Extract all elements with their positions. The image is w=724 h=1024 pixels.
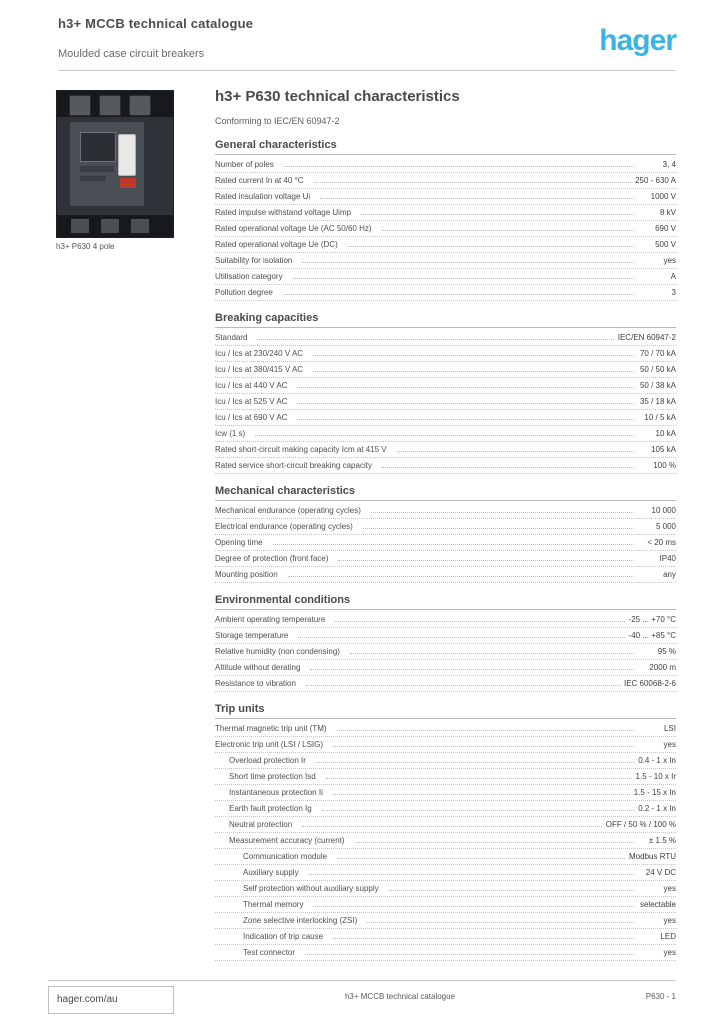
spec-value: 500 V	[655, 240, 676, 249]
footer-url-box[interactable]	[48, 986, 174, 1014]
spec-key: Neutral protection	[229, 820, 293, 829]
spec-key: Thermal magnetic trip unit (TM)	[215, 724, 327, 733]
spec-key: Storage temperature	[215, 631, 289, 640]
spec-row	[215, 378, 676, 394]
spec-row	[215, 410, 676, 426]
leader-dots	[382, 229, 634, 231]
leader-dots	[322, 809, 634, 811]
leader-dots	[288, 575, 634, 577]
leader-dots	[333, 793, 630, 795]
spec-key: Rated short-circuit making capacity Icm at 415 V	[215, 445, 387, 454]
spec-value: 50 / 50 kA	[639, 365, 676, 374]
spec-row	[215, 849, 676, 865]
leader-dots	[302, 261, 634, 263]
spec-row	[215, 769, 676, 785]
spec-row	[215, 551, 676, 567]
spec-row	[215, 458, 676, 474]
spec-value: A	[670, 272, 676, 281]
spec-value: yes	[663, 740, 676, 749]
section-title: Breaking capacities	[215, 309, 676, 328]
footer-page-number: P630 - 1	[645, 992, 676, 1001]
leader-dots	[284, 165, 634, 167]
page-header	[0, 0, 724, 72]
section-mechanical-characteristics	[215, 482, 676, 583]
spec-key: Short time protection Isd	[229, 772, 316, 781]
leader-dots	[305, 953, 634, 955]
leader-dots	[338, 559, 634, 561]
footer-url[interactable]: hager.com/au	[57, 994, 118, 1005]
spec-key: Icu / Ics at 380/415 V AC	[215, 365, 304, 374]
spec-key: Relative humidity (non condensing)	[215, 647, 340, 656]
spec-value: OFF / 50 % / 100 %	[605, 820, 676, 829]
spec-row	[215, 330, 676, 346]
spec-key: Standard	[215, 333, 248, 342]
header-title: h3+ MCCB technical catalogue	[58, 16, 254, 31]
footer-divider	[48, 980, 676, 981]
spec-key: Resistance to vibration	[215, 679, 296, 688]
leader-dots	[257, 338, 613, 340]
spec-key: Rated operational voltage Ue (DC)	[215, 240, 338, 249]
leader-dots	[313, 370, 634, 372]
spec-row	[215, 189, 676, 205]
leader-dots	[314, 181, 632, 183]
spec-key: Self protection without auxiliary supply	[243, 884, 379, 893]
section-general-characteristics	[215, 136, 676, 301]
spec-value: 3, 4	[662, 160, 676, 169]
spec-row	[215, 801, 676, 817]
section-title: General characteristics	[215, 136, 676, 155]
spec-key: Mechanical endurance (operating cycles)	[215, 506, 361, 515]
spec-row	[215, 157, 676, 173]
spec-key: Rated insulation voltage Ui	[215, 192, 311, 201]
spec-value: 10 000	[651, 506, 676, 515]
spec-row	[215, 945, 676, 961]
spec-key: Suitability for isolation	[215, 256, 293, 265]
spec-key: Rated current In at 40 °C	[215, 176, 304, 185]
spec-key: Pollution degree	[215, 288, 273, 297]
spec-value: yes	[663, 884, 676, 893]
spec-key: Zone selective interlocking (ZSI)	[243, 916, 358, 925]
leader-dots	[273, 543, 634, 545]
spec-key: Indication of trip cause	[243, 932, 324, 941]
product-image	[56, 90, 174, 238]
spec-row	[215, 237, 676, 253]
spec-value: IP40	[659, 554, 676, 563]
spec-value: 50 / 38 kA	[639, 381, 676, 390]
spec-row	[215, 785, 676, 801]
spec-key: Auxiliary supply	[243, 868, 299, 877]
spec-key: Test connector	[243, 948, 296, 957]
spec-row	[215, 253, 676, 269]
spec-value: 5 000	[655, 522, 676, 531]
spec-value: yes	[663, 948, 676, 957]
spec-row	[215, 676, 676, 692]
section-trip-units	[215, 700, 676, 961]
spec-key: Mounting position	[215, 570, 278, 579]
spec-key: Icu / Ics at 440 V AC	[215, 381, 288, 390]
content-column	[215, 88, 676, 969]
spec-value: 250 - 630 A	[635, 176, 676, 185]
leader-dots	[283, 293, 634, 295]
section-title: Mechanical characteristics	[215, 482, 676, 501]
spec-row	[215, 285, 676, 301]
spec-key: Icu / Ics at 525 V AC	[215, 397, 288, 406]
leader-dots	[333, 937, 634, 939]
spec-row	[215, 833, 676, 849]
spec-value: 1000 V	[650, 192, 676, 201]
spec-row	[215, 660, 676, 676]
leader-dots	[313, 354, 634, 356]
leader-dots	[333, 745, 634, 747]
leader-dots	[326, 777, 632, 779]
leader-dots	[298, 636, 624, 638]
spec-value: -25 ... +70 °C	[628, 615, 676, 624]
spec-row	[215, 881, 676, 897]
terminal-foot	[131, 219, 149, 233]
spec-key: Icw (1 s)	[215, 429, 246, 438]
leader-dots	[389, 889, 634, 891]
terminal-foot	[71, 219, 89, 233]
leader-dots	[335, 620, 624, 622]
section-breaking-capacities	[215, 309, 676, 474]
trip-unit-display	[80, 132, 116, 162]
spec-key: Rated impulse withstand voltage Uimp	[215, 208, 352, 217]
trip-indicator	[120, 178, 136, 188]
spec-value: 0.4 - 1 x In	[638, 756, 676, 765]
spec-value: LSI	[663, 724, 676, 733]
spec-key: Communication module	[243, 852, 328, 861]
spec-value: IEC/EN 60947-2	[617, 333, 676, 342]
spec-key: Earth fault protection Ig	[229, 804, 312, 813]
header-subtitle: Moulded case circuit breakers	[58, 48, 205, 60]
spec-row	[215, 737, 676, 753]
spec-row	[215, 173, 676, 189]
spec-value: 0.2 - 1 x In	[638, 804, 676, 813]
leader-dots	[313, 905, 634, 907]
spec-key: Rated service short-circuit breaking capacity	[215, 461, 372, 470]
leader-dots	[337, 857, 625, 859]
leader-dots	[355, 841, 634, 843]
leader-dots	[302, 825, 602, 827]
leader-dots	[297, 402, 634, 404]
spec-row	[215, 221, 676, 237]
terminal-foot	[101, 219, 119, 233]
leader-dots	[363, 527, 634, 529]
spec-row	[215, 865, 676, 881]
spec-key: Utilisation category	[215, 272, 283, 281]
leader-dots	[367, 921, 634, 923]
spec-value: 24 V DC	[645, 868, 676, 877]
spec-row	[215, 535, 676, 551]
spec-value: 8 kV	[659, 208, 676, 217]
spec-row	[215, 362, 676, 378]
spec-value: Modbus RTU	[629, 852, 676, 861]
spec-row	[215, 644, 676, 660]
leader-dots	[255, 434, 634, 436]
spec-key: Electrical endurance (operating cycles)	[215, 522, 353, 531]
leader-dots	[361, 213, 634, 215]
spec-value: 35 / 18 kA	[639, 397, 676, 406]
spec-row	[215, 442, 676, 458]
spec-key: Ambient operating temperature	[215, 615, 326, 624]
spec-value: 10 kA	[655, 429, 676, 438]
spec-value: 100 %	[653, 461, 676, 470]
leader-dots	[348, 245, 634, 247]
spec-value: 70 / 70 kA	[639, 349, 676, 358]
spec-row	[215, 205, 676, 221]
page-title: h3+ P630 technical characteristics	[215, 88, 460, 105]
leader-dots	[309, 873, 634, 875]
leader-dots	[310, 668, 634, 670]
leader-dots	[297, 418, 634, 420]
hager-logo: hager	[599, 24, 676, 57]
spec-row	[215, 628, 676, 644]
leader-dots	[382, 466, 634, 468]
breaker-body	[69, 121, 145, 207]
terminal-lug	[69, 95, 91, 116]
spec-key: Thermal memory	[243, 900, 304, 909]
terminal-lug	[99, 95, 121, 116]
spec-value: yes	[663, 916, 676, 925]
spec-key: Icu / Ics at 230/240 V AC	[215, 349, 304, 358]
spec-value: any	[663, 570, 676, 579]
spec-row	[215, 929, 676, 945]
rating-label-secondary	[80, 176, 106, 181]
spec-row	[215, 913, 676, 929]
section-title: Trip units	[215, 700, 676, 719]
spec-value: selectable	[639, 900, 676, 909]
rating-label	[80, 166, 114, 172]
spec-row	[215, 503, 676, 519]
spec-row	[215, 612, 676, 628]
header-divider	[58, 70, 676, 71]
figure-caption: h3+ P630 4 pole	[56, 242, 115, 251]
spec-key: Overload protection Ir	[229, 756, 306, 765]
spec-key: Altitude without derating	[215, 663, 301, 672]
spec-value: 10 / 5 kA	[644, 413, 676, 422]
leader-dots	[337, 729, 634, 731]
leader-dots	[350, 652, 634, 654]
spec-value: 105 kA	[651, 445, 676, 454]
spec-value: 2000 m	[649, 663, 676, 672]
spec-key: Icu / Ics at 690 V AC	[215, 413, 288, 422]
spec-row	[215, 269, 676, 285]
spec-key: Rated operational voltage Ue (AC 50/60 Hz)	[215, 224, 372, 233]
spec-value: LED	[660, 932, 676, 941]
product-top-terminal-block	[57, 91, 173, 117]
spec-row	[215, 753, 676, 769]
spec-key: Opening time	[215, 538, 263, 547]
spec-row	[215, 394, 676, 410]
spec-row	[215, 346, 676, 362]
leader-dots	[293, 277, 634, 279]
leader-dots	[397, 450, 634, 452]
leader-dots	[371, 511, 634, 513]
section-title: Environmental conditions	[215, 591, 676, 610]
spec-key: Electronic trip unit (LSI / LSIG)	[215, 740, 324, 749]
spec-value: -40 ... +85 °C	[628, 631, 676, 640]
spec-row	[215, 817, 676, 833]
spec-value: 1.5 - 15 x In	[633, 788, 676, 797]
leader-dots	[316, 761, 634, 763]
leader-dots	[297, 386, 634, 388]
spec-row	[215, 897, 676, 913]
leader-dots	[320, 197, 634, 199]
leader-dots	[306, 684, 620, 686]
spec-key: Degree of protection (front face)	[215, 554, 329, 563]
spec-row	[215, 426, 676, 442]
spec-value: 1.5 - 10 x Ir	[635, 772, 676, 781]
spec-value: 3	[671, 288, 676, 297]
spec-value: 95 %	[657, 647, 676, 656]
terminal-lug	[129, 95, 151, 116]
spec-row	[215, 567, 676, 583]
section-environmental-conditions	[215, 591, 676, 692]
spec-row	[215, 721, 676, 737]
spec-key: Instantaneous protection Ii	[229, 788, 323, 797]
spec-value: IEC 60068-2-6	[623, 679, 676, 688]
spec-value: < 20 ms	[647, 538, 676, 547]
spec-value: 690 V	[655, 224, 676, 233]
spec-key: Number of poles	[215, 160, 274, 169]
spec-value: yes	[663, 256, 676, 265]
product-bottom-terminal-block	[57, 215, 173, 237]
spec-key: Measurement accuracy (current)	[229, 836, 345, 845]
page-subtitle: Conforming to IEC/EN 60947-2	[215, 116, 340, 126]
footer-document-name: h3+ MCCB technical catalogue	[344, 992, 456, 1001]
breaker-handle	[118, 134, 136, 176]
spec-value: ± 1.5 %	[648, 836, 676, 845]
spec-row	[215, 519, 676, 535]
